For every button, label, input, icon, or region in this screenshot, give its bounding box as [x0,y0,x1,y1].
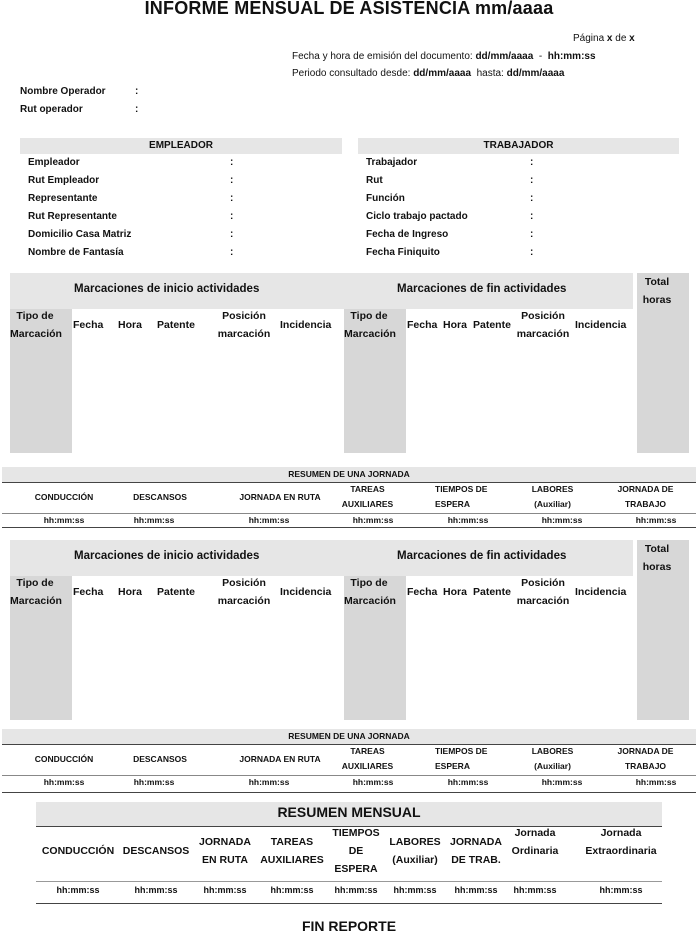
monthly-value: hh:mm:ss [513,885,557,895]
summary-value: hh:mm:ss [133,777,175,787]
col-incidencia: Incidencia [280,319,332,331]
monthly-header: Jornada Extraordinaria [585,827,657,857]
summary-header: DESCANSOS [133,492,187,502]
report-footer: FIN REPORTE [301,918,397,934]
summary-value: hh:mm:ss [248,515,290,525]
total-hours-header: Total horas [642,543,672,573]
colon: : [530,247,534,258]
colon: : [530,157,534,168]
colon: : [230,229,234,240]
col-patente: Patente [473,319,511,331]
col-posicion: Posición marcación [516,310,570,340]
colon: : [530,193,534,204]
colon: : [230,175,234,186]
monthly-value: hh:mm:ss [599,885,643,895]
col-posicion: Posición marcación [217,577,271,607]
operator-name-label: Nombre Operador [20,86,106,97]
summary-header: JORNADA EN RUTA [239,754,321,764]
end-marks-title: Marcaciones de fin actividades [397,550,567,562]
worker-field-label: Fecha de Ingreso [366,229,449,240]
summary-value: hh:mm:ss [133,515,175,525]
col-hora: Hora [443,586,467,598]
col-posicion: Posición marcación [516,577,570,607]
worker-field-label: Función [366,193,405,204]
colon: : [135,86,139,97]
employer-field-label: Nombre de Fantasía [28,247,124,258]
emission-date: Fecha y hora de emisión del documento: dd/mm/aaaa - hh:mm:ss [292,51,596,62]
summary-header: CONDUCCIÓN [34,754,94,764]
employer-field-label: Rut Representante [28,211,117,222]
col-hora: Hora [118,586,142,598]
end-marks-title: Marcaciones de fin actividades [397,283,567,295]
marks-block [0,540,698,720]
page-indicator: Página x de x [573,33,635,44]
col-hora: Hora [443,319,467,331]
col-tipo-marcacion: Tipo de Marcación [10,310,62,340]
col-patente: Patente [157,586,195,598]
day-summary [0,729,698,793]
monthly-value: hh:mm:ss [270,885,314,895]
summary-header: JORNADA DE TRABAJO [617,484,674,509]
colon: : [530,211,534,222]
employer-field-label: Rut Empleador [28,175,100,186]
col-posicion: Posición marcación [217,310,271,340]
monthly-summary [0,802,698,907]
divider [2,775,696,776]
monthly-value: hh:mm:ss [56,885,100,895]
monthly-header: TIEMPOS DE ESPERA [332,827,380,875]
divider [36,903,662,904]
summary-value: hh:mm:ss [352,515,394,525]
marks-block [0,273,698,453]
summary-header: TAREAS AUXILIARES [341,746,394,771]
operator-rut-label: Rut operador [20,104,83,115]
col-tipo-marcacion: Tipo de Marcación [344,310,396,340]
summary-value: hh:mm:ss [447,515,489,525]
worker-field-label: Fecha Finiquito [366,247,440,258]
employer-field-label: Representante [28,193,98,204]
summary-value: hh:mm:ss [43,515,85,525]
monthly-header: DESCANSOS [122,845,190,857]
divider [2,527,696,528]
total-hours-header: Total horas [642,276,672,306]
monthly-value: hh:mm:ss [334,885,378,895]
monthly-header: JORNADA DE TRAB. [450,836,502,866]
summary-value: hh:mm:ss [541,515,583,525]
worker-field-label: Rut [366,175,383,186]
monthly-value: hh:mm:ss [134,885,178,895]
worker-field-label: Trabajador [366,157,418,168]
summary-value: hh:mm:ss [541,777,583,787]
monthly-value: hh:mm:ss [393,885,437,895]
summary-header: DESCANSOS [133,754,187,764]
colon: : [230,193,234,204]
summary-header: LABORES (Auxiliar) [531,746,574,771]
employer-field-label: Domicilio Casa Matriz [28,229,132,240]
day-summary [0,467,698,531]
col-patente: Patente [473,586,511,598]
monthly-value: hh:mm:ss [454,885,498,895]
colon: : [135,104,139,115]
employer-header: EMPLEADOR [20,138,342,154]
worker-header: TRABAJADOR [358,138,679,154]
day-summary-title: RESUMEN DE UNA JORNADA [2,729,696,744]
colon: : [230,247,234,258]
col-fecha: Fecha [407,319,438,331]
monthly-header: LABORES (Auxiliar) [389,836,441,866]
summary-header: TIEMPOS DE ESPERA [435,746,488,771]
start-marks-title: Marcaciones de inicio actividades [74,550,260,562]
summary-value: hh:mm:ss [635,515,677,525]
monthly-header: JORNADA EN RUTA [199,836,251,866]
summary-header: JORNADA DE TRABAJO [617,746,674,771]
summary-header: LABORES (Auxiliar) [531,484,574,509]
col-incidencia: Incidencia [575,586,627,598]
col-incidencia: Incidencia [575,319,627,331]
col-fecha: Fecha [73,586,104,598]
monthly-summary-title: RESUMEN MENSUAL [36,802,662,826]
worker-field-label: Ciclo trabajo pactado [366,211,468,222]
summary-value: hh:mm:ss [352,777,394,787]
summary-value: hh:mm:ss [447,777,489,787]
summary-value: hh:mm:ss [43,777,85,787]
employer-field-label: Empleador [28,157,80,168]
divider [36,881,662,882]
col-hora: Hora [118,319,142,331]
summary-value: hh:mm:ss [635,777,677,787]
summary-value: hh:mm:ss [248,777,290,787]
divider [2,792,696,793]
monthly-value: hh:mm:ss [203,885,247,895]
col-fecha: Fecha [73,319,104,331]
col-fecha: Fecha [407,586,438,598]
col-incidencia: Incidencia [280,586,332,598]
start-marks-title: Marcaciones de inicio actividades [74,283,260,295]
day-summary-title: RESUMEN DE UNA JORNADA [2,467,696,482]
col-tipo-marcacion: Tipo de Marcación [10,577,62,607]
monthly-header: TAREAS AUXILIARES [260,836,324,866]
period-range: Periodo consultado desde: dd/mm/aaaa hasta: dd/mm/aaaa [292,68,565,79]
summary-header: JORNADA EN RUTA [239,492,321,502]
monthly-header: CONDUCCIÓN [41,845,115,857]
col-tipo-marcacion: Tipo de Marcación [344,577,396,607]
summary-header: CONDUCCIÓN [34,492,94,502]
colon: : [230,211,234,222]
report-title: INFORME MENSUAL DE ASISTENCIA mm/aaaa [144,0,554,18]
summary-header: TAREAS AUXILIARES [341,484,394,509]
summary-header: TIEMPOS DE ESPERA [435,484,488,509]
colon: : [530,229,534,240]
colon: : [230,157,234,168]
divider [2,513,696,514]
col-patente: Patente [157,319,195,331]
monthly-header: Jornada Ordinaria [511,827,559,857]
colon: : [530,175,534,186]
